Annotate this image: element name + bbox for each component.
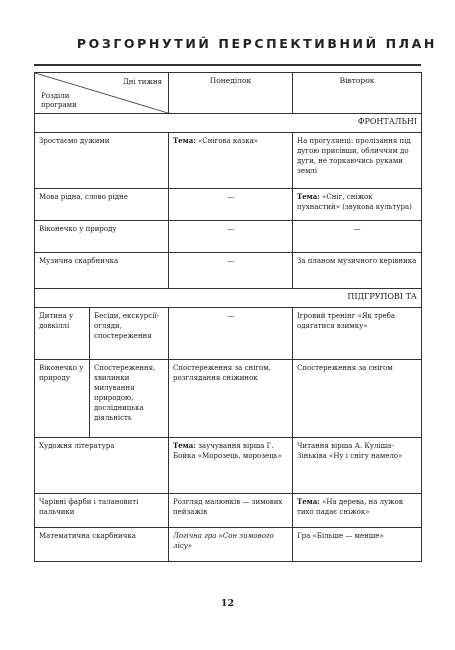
monday-cell: Тема: заучування вірша Г. Бойка «Морозець, морозець»	[169, 438, 293, 494]
tuesday-cell: Ігровий тренінг «Як треба одягатися взимку»	[293, 308, 422, 360]
row-description: Спостереження, хвилинки милування природою, дослідницька діяльність	[90, 360, 169, 438]
table-row	[35, 221, 422, 253]
page-number: 12	[220, 598, 235, 609]
table-row	[35, 528, 422, 562]
row-name: Чарівні фарби і талановиті пальчики	[35, 494, 169, 528]
tuesday-cell: Тема: «Сніг, сніжок пухнастий» (звукова культура)	[293, 189, 422, 221]
col-monday-header: Понеділок	[169, 73, 293, 114]
tuesday-cell: За планом музичного керівника	[293, 253, 422, 289]
row-name: Віконечко у природу	[35, 360, 90, 438]
monday-cell: —	[169, 308, 293, 360]
table-row	[35, 189, 422, 221]
table-row	[35, 494, 422, 528]
section-label-subgroup: ПІДГРУПОВІ ТА	[35, 289, 422, 308]
col-tuesday-header: Вівторок	[293, 73, 422, 114]
page-title: РОЗГОРНУТИЙ ПЕРСПЕКТИВНИЙ ПЛАН	[76, 36, 437, 51]
table-row	[35, 438, 422, 494]
monday-cell: Спостереження за снігом, розглядання сніжинок	[169, 360, 293, 438]
corner-header-cell	[35, 73, 169, 114]
corner-sections-label: Розділи програми	[41, 92, 77, 109]
tuesday-cell: Спостереження за снігом	[293, 360, 422, 438]
tuesday-cell: Гра «Більше — менше»	[293, 528, 422, 562]
monday-cell: Тема: «Снігова казка»	[169, 133, 293, 189]
monday-cell: Розгляд малюнків — зимових пейзажів	[169, 494, 293, 528]
tuesday-cell: —	[293, 221, 422, 253]
table-row	[35, 360, 422, 438]
row-name: Художня література	[35, 438, 169, 494]
row-name: Дитина у довкіллі	[35, 308, 90, 360]
title-rule	[34, 64, 421, 66]
row-description: Бесіди, екскурсії-огляди, спостереження	[90, 308, 169, 360]
monday-cell: —	[169, 253, 293, 289]
row-name: Зростаємо дужими	[35, 133, 169, 189]
header-row	[35, 73, 422, 114]
monday-cell: —	[169, 221, 293, 253]
row-name: Музична скарбничка	[35, 253, 169, 289]
table-row	[35, 253, 422, 289]
section-row-subgroup	[35, 289, 422, 308]
plan-table	[34, 72, 422, 562]
section-label-frontal: ФРОНТАЛЬНІ	[35, 114, 422, 133]
table-row	[35, 133, 422, 189]
table-row	[35, 308, 422, 360]
monday-cell: —	[169, 189, 293, 221]
tuesday-cell: Тема: «На дерева, на лужок тихо падає сніжок»	[293, 494, 422, 528]
tuesday-cell: Читання вірша А. Кулішa-Зіньківа «Ну і снігу намело»	[293, 438, 422, 494]
tuesday-cell: На прогулянці: пролізання під дугою присівши, обличчям до дуги, не торкаючись руками землі	[293, 133, 422, 189]
corner-days-label: Дні тижня	[123, 78, 162, 86]
monday-cell: Логічна гра «Сон зимового лісу»	[169, 528, 293, 562]
row-name: Математична скарбничка	[35, 528, 169, 562]
row-name: Мова рідна, слово рідне	[35, 189, 169, 221]
row-name: Віконечко у природу	[35, 221, 169, 253]
section-row-frontal	[35, 114, 422, 133]
